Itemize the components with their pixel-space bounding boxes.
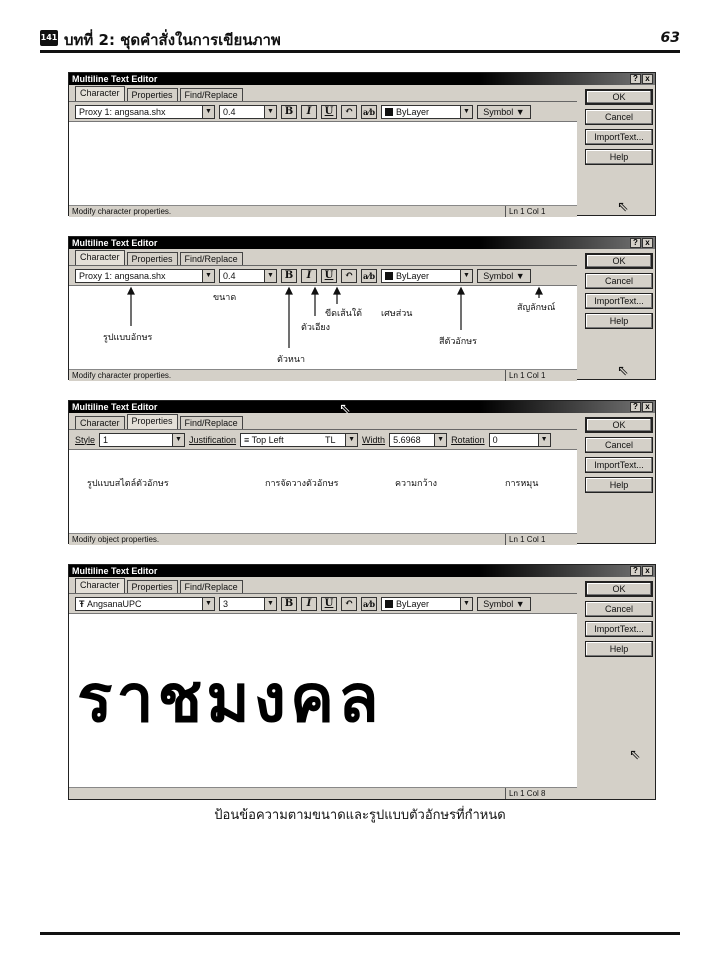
bold-button[interactable]: B (281, 597, 297, 611)
tab-properties[interactable]: Properties (127, 580, 178, 593)
width-select[interactable] (389, 433, 447, 447)
dialog-title: Multiline Text Editor (72, 566, 158, 576)
chevron-down-icon: ▼ (202, 598, 214, 610)
height-value: 0.4 (223, 270, 236, 281)
chapter-title: บทที่ 2: ชุดคำสั่งในการเขียนภาพ (64, 31, 281, 49)
mouse-cursor-icon: ⇖ (617, 199, 629, 215)
page-number: 63 (660, 30, 680, 46)
color-select[interactable] (381, 597, 473, 611)
italic-button[interactable]: I (301, 269, 317, 283)
chapter-icon: 141 (40, 30, 58, 46)
text-editor-area[interactable] (69, 449, 577, 533)
annotation-italic: ตัวเอียง (301, 323, 331, 333)
chevron-down-icon: ▼ (460, 106, 472, 118)
style-value: 1 (103, 434, 109, 445)
close-button[interactable]: x (642, 74, 653, 84)
cancel-button[interactable]: Cancel (585, 601, 653, 617)
help-title-button[interactable]: ? (630, 402, 641, 412)
status-text: Modify character properties. (72, 207, 172, 216)
annotation-rotation: การหมุน (505, 479, 539, 489)
underline-button[interactable]: U (321, 597, 337, 611)
annotation-underline: ขีดเส้นใต้ (325, 309, 362, 319)
color-swatch (385, 108, 393, 116)
help-title-button[interactable]: ? (630, 238, 641, 248)
annotation-color: สีตัวอักษร (439, 337, 478, 347)
mtext-dialog-1 (68, 72, 656, 216)
width-value: 5.6968 (393, 434, 421, 445)
dialog-title: Multiline Text Editor (72, 74, 158, 84)
color-value: ByLayer (396, 598, 430, 609)
dialog-titlebar (69, 73, 655, 85)
ok-button[interactable]: OK (585, 581, 653, 597)
color-select[interactable] (381, 269, 473, 283)
annotation-width: ความกว้าง (395, 479, 438, 489)
chevron-down-icon: ▼ (264, 106, 276, 118)
tab-find-replace[interactable]: Find/Replace (180, 416, 243, 429)
chevron-down-icon: ▼ (202, 106, 214, 118)
status-text: Modify character properties. (72, 371, 172, 380)
font-value: Proxy 1: angsana.shx (79, 106, 166, 117)
annotation-font-style: รูปแบบอักษร (103, 333, 153, 343)
character-toolbar (69, 101, 577, 121)
stack-icon[interactable]: a⁄b (362, 270, 376, 281)
status-bar (69, 205, 577, 217)
rotation-label: Rotation (451, 434, 485, 445)
style-label: Style (75, 434, 96, 445)
status-bar (69, 369, 577, 381)
close-button[interactable]: x (642, 238, 653, 248)
tab-character[interactable]: Character (75, 416, 125, 429)
ok-button[interactable]: OK (585, 417, 653, 433)
symbol-label: Symbol (483, 106, 514, 117)
import-text-button[interactable]: ImportText... (585, 457, 653, 473)
help-title-button[interactable]: ? (630, 74, 641, 84)
dialog-title: Multiline Text Editor (72, 238, 158, 248)
cursor-position: Ln 1 Col 1 (505, 534, 575, 545)
tab-properties[interactable]: Properties (127, 252, 178, 265)
stack-icon[interactable]: a⁄b (362, 598, 376, 609)
chevron-down-icon: ▼ (434, 434, 446, 446)
footer-rule (40, 932, 680, 935)
font-select[interactable] (75, 597, 215, 611)
font-select[interactable] (75, 105, 215, 119)
help-button[interactable]: Help (585, 641, 653, 657)
color-swatch (385, 600, 393, 608)
ok-button[interactable]: OK (585, 89, 653, 105)
text-editor-area[interactable] (69, 121, 577, 205)
tab-properties[interactable]: Properties (127, 414, 178, 429)
font-select[interactable] (75, 269, 215, 283)
symbol-label: Symbol (483, 598, 514, 609)
status-bar (69, 787, 577, 799)
justification-label: Justification (189, 434, 237, 445)
style-select[interactable] (99, 433, 185, 447)
dialog-titlebar (69, 401, 655, 413)
height-select[interactable] (219, 105, 277, 119)
cursor-position: Ln 1 Col 8 (505, 788, 575, 799)
text-editor-area[interactable] (69, 285, 577, 369)
rotation-value: 0 (492, 434, 498, 445)
properties-toolbar (69, 429, 577, 449)
chevron-down-icon: ▼ (264, 270, 276, 282)
help-button[interactable]: Help (585, 149, 653, 165)
import-text-button[interactable]: ImportText... (585, 293, 653, 309)
color-swatch (385, 272, 393, 280)
chevron-down-icon: ▼ (460, 598, 472, 610)
status-text: Modify object properties. (72, 535, 160, 544)
color-value: ByLayer (396, 270, 430, 281)
chevron-down-icon: ▼ (264, 598, 276, 610)
tab-strip (69, 249, 577, 265)
undo-icon[interactable]: ↶ (341, 105, 357, 119)
stack-icon[interactable]: a⁄b (362, 106, 376, 117)
tab-strip (69, 413, 577, 429)
color-value: ByLayer (396, 106, 430, 117)
underline-button[interactable]: U (321, 105, 337, 119)
tab-properties[interactable]: Properties (127, 88, 178, 101)
mouse-cursor-icon: ⇖ (617, 363, 629, 379)
dialog-titlebar (69, 565, 655, 577)
annotation-size: ขนาด (213, 293, 237, 303)
symbol-button[interactable]: Symbol ▼ (477, 597, 531, 611)
bold-button[interactable]: B (281, 105, 297, 119)
close-button[interactable]: x (642, 402, 653, 412)
chevron-down-icon: ▼ (172, 434, 184, 446)
justification-select[interactable] (240, 433, 358, 447)
tab-find-replace[interactable]: Find/Replace (180, 88, 243, 101)
truetype-icon: Ŧ (79, 598, 87, 609)
import-text-button[interactable]: ImportText... (585, 621, 653, 637)
symbol-button[interactable]: Symbol ▼ (477, 269, 531, 283)
cancel-button[interactable]: Cancel (585, 109, 653, 125)
justification-value: Top Left (251, 434, 284, 445)
figure-caption: ป้อนข้อความตามขนาดและรูปแบบตัวอักษรที่กำหนด (214, 808, 506, 823)
tab-find-replace[interactable]: Find/Replace (180, 580, 243, 593)
color-select[interactable] (381, 105, 473, 119)
close-button[interactable]: x (642, 566, 653, 576)
chevron-down-icon: ▼ (202, 270, 214, 282)
height-value: 0.4 (223, 106, 236, 117)
mouse-cursor-icon: ⇖ (339, 401, 351, 417)
undo-icon[interactable]: ↶ (341, 597, 357, 611)
height-select[interactable] (219, 597, 277, 611)
undo-icon[interactable]: ↶ (341, 269, 357, 283)
text-editor-area[interactable] (69, 613, 577, 787)
mouse-cursor-icon: ⇖ (629, 747, 641, 763)
cancel-button[interactable]: Cancel (585, 273, 653, 289)
bold-button[interactable]: B (281, 269, 297, 283)
chevron-down-icon: ▼ (345, 434, 357, 446)
chevron-down-icon: ▼ (538, 434, 550, 446)
width-label: Width (362, 434, 386, 445)
tab-character[interactable]: Character (75, 250, 125, 265)
font-value: Proxy 1: angsana.shx (79, 270, 166, 281)
import-text-button[interactable]: ImportText... (585, 129, 653, 145)
annotation-justification: การจัดวางตัวอักษร (265, 479, 339, 489)
mtext-dialog-3 (68, 400, 656, 544)
mtext-dialog-2 (68, 236, 656, 380)
chevron-down-icon: ▼ (460, 270, 472, 282)
character-toolbar (69, 593, 577, 613)
tab-character[interactable]: Character (75, 578, 125, 593)
header-rule (40, 50, 680, 53)
font-value: AngsanaUPC (87, 598, 142, 609)
status-bar (69, 533, 577, 545)
italic-button[interactable]: I (301, 105, 317, 119)
help-button[interactable]: Help (585, 477, 653, 493)
help-button[interactable]: Help (585, 313, 653, 329)
symbol-label: Symbol (483, 270, 514, 281)
mtext-dialog-4 (68, 564, 656, 800)
height-select[interactable] (219, 269, 277, 283)
symbol-button[interactable]: Symbol ▼ (477, 105, 531, 119)
dialog-titlebar (69, 237, 655, 249)
annotation-bold: ตัวหนา (277, 355, 306, 365)
underline-button[interactable]: U (321, 269, 337, 283)
rotation-select[interactable] (489, 433, 551, 447)
tab-strip (69, 85, 577, 101)
tab-find-replace[interactable]: Find/Replace (180, 252, 243, 265)
cursor-position: Ln 1 Col 1 (505, 206, 575, 217)
character-toolbar (69, 265, 577, 285)
cursor-position: Ln 1 Col 1 (505, 370, 575, 381)
justification-code: TL (325, 434, 336, 445)
page-header (40, 28, 680, 52)
justify-icon: ≡ (244, 434, 252, 445)
cancel-button[interactable]: Cancel (585, 437, 653, 453)
help-title-button[interactable]: ? (630, 566, 641, 576)
typed-text: ราชมงคล (77, 659, 383, 737)
tab-strip (69, 577, 577, 593)
tab-character[interactable]: Character (75, 86, 125, 101)
annotation-symbol: สัญลักษณ์ (517, 303, 556, 313)
annotation-fraction: เศษส่วน (381, 309, 413, 319)
height-value: 3 (223, 598, 229, 609)
ok-button[interactable]: OK (585, 253, 653, 269)
annotation-style: รูปแบบสไตล์ตัวอักษร (87, 479, 169, 489)
dialog-title: Multiline Text Editor (72, 402, 158, 412)
italic-button[interactable]: I (301, 597, 317, 611)
